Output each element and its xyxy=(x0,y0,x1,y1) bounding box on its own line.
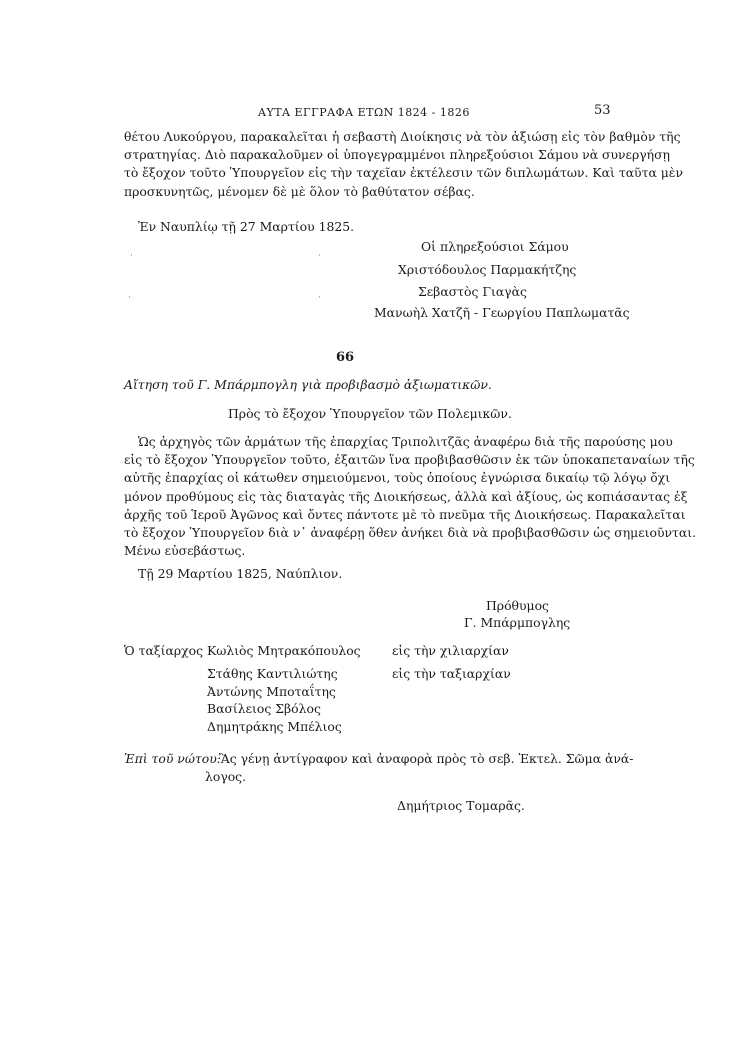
scan-speck: · xyxy=(318,293,321,303)
doc66-title: Αἴτηση τοῦ Γ. Μπάρμπογλη γιὰ προβιβασμὸ ἀξιωματικῶν. xyxy=(124,377,492,392)
officer-name: Ὁ ταξίαρχος Κωλιὸς Μητρακόπουλος xyxy=(124,643,361,658)
scan-speck: · xyxy=(128,293,131,303)
text-line: Μένω εὐσεβάστως. xyxy=(124,543,246,559)
doc66-body xyxy=(124,433,697,560)
text-line: εἰς τὸ ἔξοχον Ὑπουργεῖον τοῦτο, ἐξαιτῶν ἵνα προβιβασθῶσιν ἐκ τῶν ὑποκαπεταναίων τῆς xyxy=(124,452,695,468)
officer-name: Στάθης Καντιλιώτης xyxy=(207,666,338,681)
doc66-signature: Γ. Μπάρμπογλης xyxy=(464,615,571,630)
text-line: Ὡς ἀρχηγὸς τῶν ἀρμάτων τῆς ἐπαρχίας Τριπολιτζᾶς ἀναφέρω διὰ τῆς παρούσης μου xyxy=(138,434,673,449)
doc65-signature-line: Μανωὴλ Χατζῆ - Γεωργίου Παπλωματᾶς xyxy=(374,305,630,320)
doc66-number: 66 xyxy=(336,350,355,365)
officer-name: Βασίλειος Σβόλος xyxy=(207,701,321,716)
page-number: 53 xyxy=(594,103,611,118)
text-line: αὐτῆς ἐπαρχίας οἱ κάτωθεν σημειούμενοι, τοὺς ὁποίους ἐγνώρισα δικαίῳ τῷ λόγῳ ὄχι xyxy=(124,470,671,486)
text-line: ἀρχῆς τοῦ Ἱεροῦ Ἀγῶνος καὶ ὄντες πάντοτε μὲ τὸ πνεῦμα τῆς Διοικήσεως. Παρακαλεῖται xyxy=(124,506,686,522)
officer-name: Δημητράκης Μπέλιος xyxy=(207,719,342,734)
doc65-signature-line: Σεβαστὸς Γιαγὰς xyxy=(418,284,527,299)
text-line: προσκυνητῶς, μένομεν δὲ μὲ ὅλον τὸ βαθύτατον σέβας. xyxy=(124,183,475,199)
text-line: τὸ ἔξοχον τοῦτο Ὑπουργεῖον εἰς τὴν ταχεῖαν ἐκτέλεσιν τῶν διπλωμάτων. Καὶ ταῦτα μὲν xyxy=(124,165,683,181)
scan-speck: · xyxy=(318,251,321,261)
doc66-closing: Πρόθυμος xyxy=(486,598,549,613)
text-line: τὸ ἔξοχον Ὑπουργεῖον διὰ ν᾽ ἀναφέρῃ ὅθεν ἀνήκει διὰ νὰ προβιβασθῶσιν ὡς σημειοῦνται. xyxy=(124,525,697,541)
text-line: μόνον προθύμους εἰς τὰς διαταγὰς τῆς Διοικήσεως, ἀλλὰ καὶ ἀξίους, ὡς κοπιάσαντας ἐξ xyxy=(124,488,688,504)
verso-signature: Δημήτριος Τομαρᾶς. xyxy=(397,798,525,813)
text-line: θέτου Λυκούργου, παρακαλεῖται ἡ σεβαστὴ Διοίκησις νὰ τὸν ἀξιώσῃ εἰς τὸν βαθμὸν τῆς xyxy=(124,129,681,144)
officer-name: Ἀντώνης Μποταΐτης xyxy=(207,684,336,699)
running-title: ΑΥΤΑ ΕΓΓΡΑΦΑ ΕΤΩΝ 1824 - 1826 xyxy=(258,106,470,119)
doc66-place-date: Τῇ 29 Μαρτίου 1825, Ναύπλιον. xyxy=(138,566,343,581)
text-line: στρατηγίας. Διὸ παρακαλοῦμεν οἱ ὑπογεγραμμένοι πληρεξούσιοι Σάμου νὰ συνεργήσῃ xyxy=(124,147,670,163)
officer-rank: εἰς τὴν ταξιαρχίαν xyxy=(392,666,511,681)
doc65-place-date: Ἐν Ναυπλίῳ τῇ 27 Μαρτίου 1825. xyxy=(138,219,355,234)
doc65-continuation xyxy=(124,128,683,201)
officer-rank: εἰς τὴν χιλιαρχίαν xyxy=(392,643,509,658)
verso-label: Ἐπὶ τοῦ νώτου: xyxy=(124,751,221,766)
verso-text: λογος. xyxy=(205,769,247,784)
scan-speck: · xyxy=(130,251,133,261)
doc66-addressee: Πρὸς τὸ ἔξοχον Ὑπουργεῖον τῶν Πολεμικῶν. xyxy=(228,406,512,421)
verso-text: Ἂς γένῃ ἀντίγραφον καὶ ἀναφορὰ πρὸς τὸ σεβ. Ἐκτελ. Σῶμα ἀνά- xyxy=(219,751,634,766)
doc65-signature-line: Οἱ πληρεξούσιοι Σάμου xyxy=(421,239,569,254)
doc65-signature-line: Χριστόδουλος Παρμακήτζης xyxy=(398,262,577,277)
